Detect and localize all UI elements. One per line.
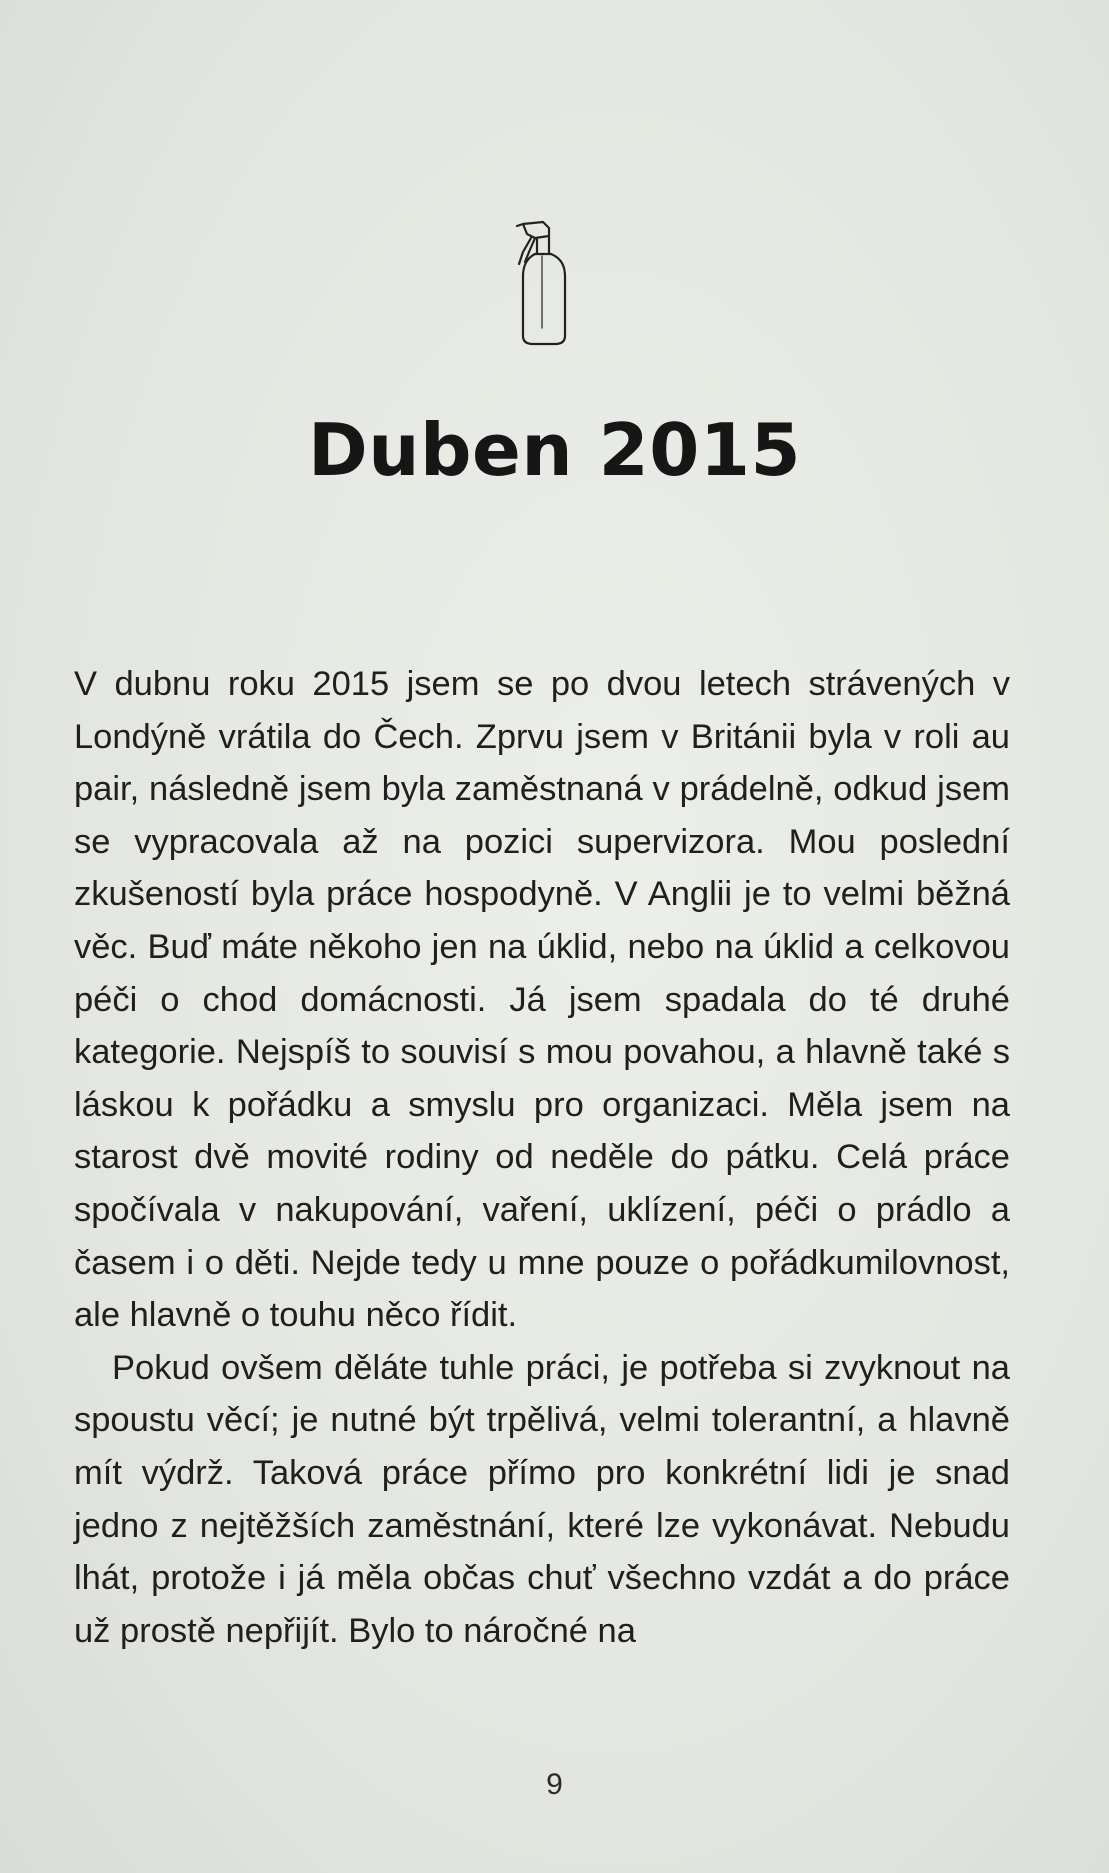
paragraph: V dubnu roku 2015 jsem se po dvou letech strávených v Londýně vrátila do Čech. Zprvu jsem v Británii byla v roli au pair, následně jsem byla zaměstnaná v prádelně, odkud jsem se vypracovala až na pozici supervizora. Mou poslední zkušeností byla práce hospodyně. V Anglii je to velmi běžná věc. Buď máte někoho jen na úklid, nebo na úklid a celkovou péči o chod domácnosti. Já jsem spadala do té druhé kategorie. Nejspíš to souvisí s mou povahou, a hlavně také s láskou k pořádku a smyslu pro organizaci. Měla jsem na starost dvě movité rodiny od neděle do pátku. Celá práce spočívala v nakupování, vaření, uklízení, péči o prádlo a časem i o děti. Nejde tedy u mne pouze o pořádkumilovnost, ale hlavně o touhu něco řídit. [74, 665, 1010, 1335]
body-text [74, 658, 1010, 1657]
chapter-title: Duben 2015 [307, 408, 802, 492]
spray-bottle-icon [505, 218, 575, 348]
paragraph: Pokud ovšem děláte tuhle práci, je potřeba si zvyknout na spoustu věcí; je nutné být trpělivá, velmi tolerantní, a hlavně mít výdrž. Taková práce přímo pro konkrétní lidi je snad jedno z nejtěžších zaměstnání, které lze vykonávat. Nebudu lhát, protože i já měla občas chuť všechno vzdát a do práce už prostě nepřijít. Bylo to náročné na [74, 1348, 1010, 1650]
page-number: 9 [546, 1768, 563, 1801]
